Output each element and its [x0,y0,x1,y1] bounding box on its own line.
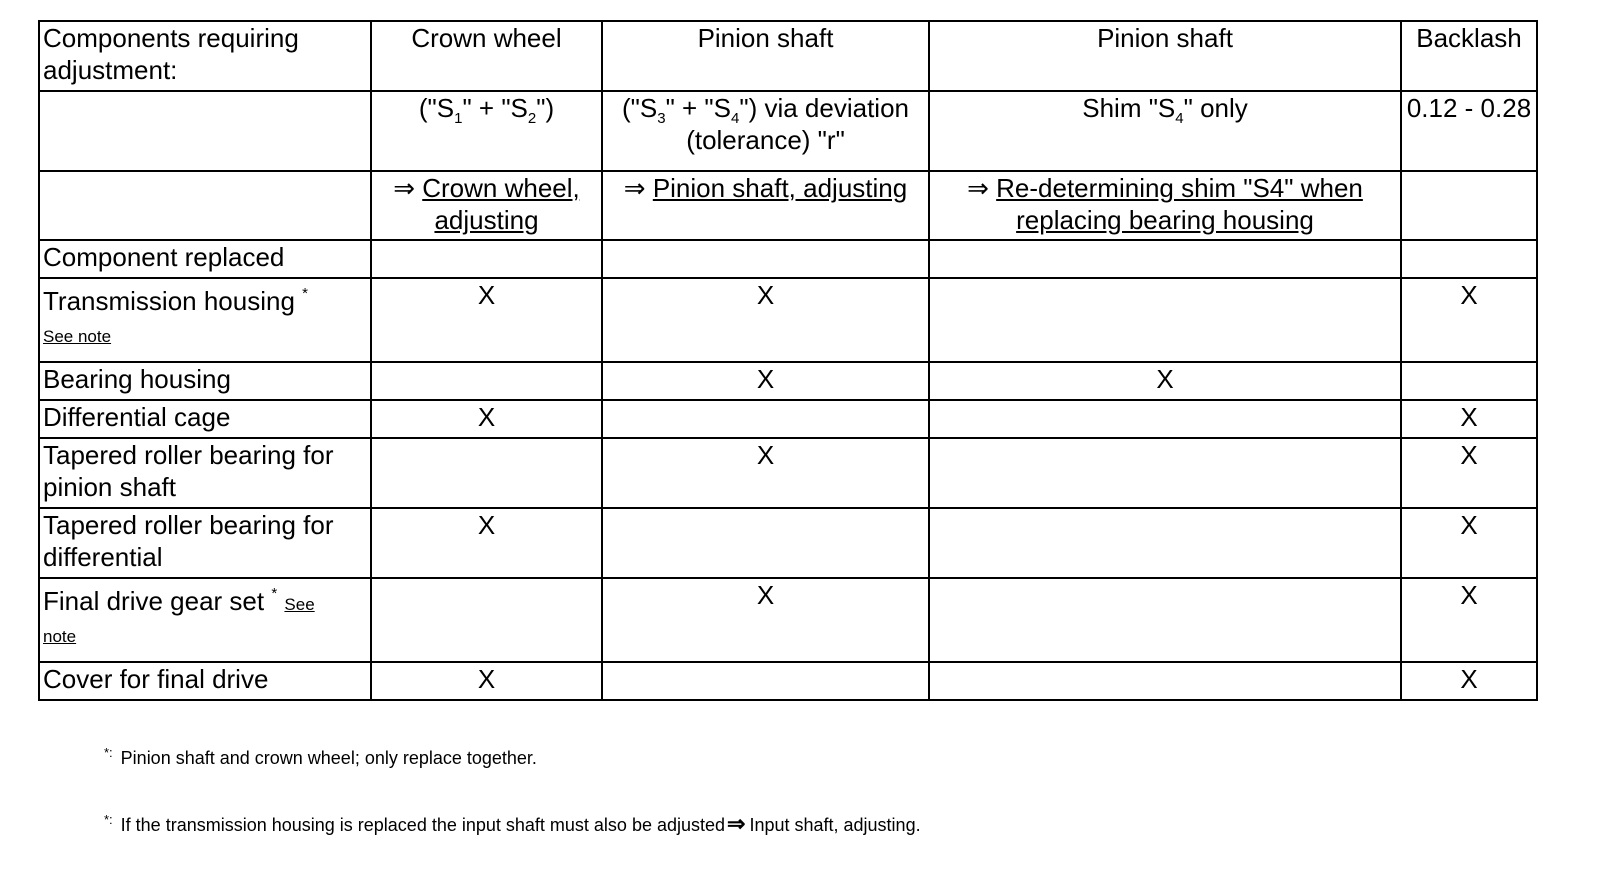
footnote-marker: *: [104,745,113,760]
shim-s4-mark [929,278,1401,362]
input-shaft-adjusting-link[interactable]: Input shaft, adjusting. [749,815,921,835]
component-label: Tapered roller bearing for pinion shaft [39,438,371,508]
pinion-shaft-mark: X [602,438,929,508]
header-row [39,21,1537,91]
crown-wheel-mark [371,362,602,400]
footnote-1 [104,742,537,769]
shim-s4-mark [929,578,1401,662]
col-header-backlash: Backlash [1401,21,1537,91]
shim-s4-mark [929,400,1401,438]
corner-header: Components requiring adjustment: [39,21,371,91]
pinion-shaft-mark [602,662,929,700]
footnote-marker: *: [104,812,113,827]
shim-text: Shim "S [1082,93,1176,123]
redetermine-shim-s4-link[interactable]: Re-determining shim "S4" when replacing bearing housing [996,173,1363,235]
shim-text: " + "S [665,93,731,123]
backlash-procedure [1401,171,1537,240]
arrow-right-icon: ⇒ [967,173,989,203]
shims-row [39,91,1537,171]
shim-s4-mark: X [929,362,1401,400]
shim-s4-mark [929,662,1401,700]
pinion-shaft-mark: X [602,578,929,662]
table-row [39,578,1537,662]
shim-text: " only [1183,93,1248,123]
crown-wheel-mark: X [371,662,602,700]
backlash-mark: X [1401,438,1537,508]
backlash-mark: X [1401,662,1537,700]
table-row [39,400,1537,438]
empty-cell [929,240,1401,278]
shim-subscript: 4 [1175,110,1184,127]
shim-subscript: 4 [731,110,740,127]
shim-s4-procedure [929,171,1401,240]
crown-wheel-mark [371,438,602,508]
empty-cell [1401,240,1537,278]
pinion-shaft-mark: X [602,362,929,400]
procedures-row [39,171,1537,240]
see-note-link[interactable]: See [284,595,315,614]
procedures-row-label [39,171,371,240]
pinion-shaft-procedure [602,171,929,240]
crown-wheel-mark: X [371,278,602,362]
see-note-link-continued[interactable]: note [43,627,77,646]
arrow-right-icon: ⇒ [727,811,746,836]
footnote-text: If the transmission housing is replaced the input shaft must also be adjusted [120,815,726,835]
shim-subscript: 2 [527,110,537,127]
empty-cell [602,240,929,278]
col-header-crown-wheel: Crown wheel [371,21,602,91]
footnote-text: Pinion shaft and crown wheel; only replace together. [120,748,537,768]
pinion-shaft-mark: X [602,278,929,362]
table-row [39,362,1537,400]
shim-subscript: 3 [657,110,666,127]
asterisk-mark: * [302,285,309,302]
backlash-mark: X [1401,400,1537,438]
crown-wheel-procedure [371,171,602,240]
crown-wheel-mark: X [371,508,602,578]
footnote-2 [104,809,921,836]
shim-text: ("S [621,93,658,123]
crown-wheel-shims [371,91,602,171]
shim-s4-mark [929,508,1401,578]
shim-text: ") [536,93,555,123]
component-label: Differential cage [39,400,371,438]
component-replaced-row [39,240,1537,278]
component-label [39,578,371,662]
crown-wheel-mark: X [371,400,602,438]
col-header-pinion-shaft-1: Pinion shaft [602,21,929,91]
component-label: Bearing housing [39,362,371,400]
backlash-mark: X [1401,278,1537,362]
col-header-pinion-shaft-2: Pinion shaft [929,21,1401,91]
arrow-right-icon: ⇒ [623,173,646,203]
shim-s4-mark [929,438,1401,508]
crown-wheel-adjusting-link[interactable]: Crown wheel, adjusting [422,173,580,235]
adjustment-table [38,20,1538,701]
crown-wheel-mark [371,578,602,662]
see-note-link[interactable]: See note [43,327,112,346]
backlash-mark: X [1401,578,1537,662]
backlash-mark: X [1401,508,1537,578]
pinion-shaft-shims [602,91,929,171]
shim-subscript: 1 [454,110,463,127]
pinion-shaft-mark [602,400,929,438]
shim-text: ("S [418,93,455,123]
shim-text: ") via deviation (tolerance) "r" [686,93,909,155]
backlash-mark [1401,362,1537,400]
pinion-shaft-mark [602,508,929,578]
empty-cell [371,240,602,278]
pinion-shaft-shim-s4 [929,91,1401,171]
component-label [39,278,371,362]
table-row [39,662,1537,700]
table-row [39,508,1537,578]
table-row [39,278,1537,362]
arrow-right-icon: ⇒ [393,173,416,203]
shims-row-label [39,91,371,171]
backlash-value: 0.12 - 0.28 [1401,91,1537,171]
asterisk-mark: * [271,585,278,602]
shim-text: " + "S [462,93,528,123]
pinion-shaft-adjusting-link[interactable]: Pinion shaft, adjusting [652,173,908,203]
component-replaced-label: Component replaced [39,240,371,278]
component-label: Cover for final drive [39,662,371,700]
component-name: Transmission housing [43,286,295,316]
component-label: Tapered roller bearing for differential [39,508,371,578]
table-row [39,438,1537,508]
component-name: Final drive gear set [43,586,265,616]
